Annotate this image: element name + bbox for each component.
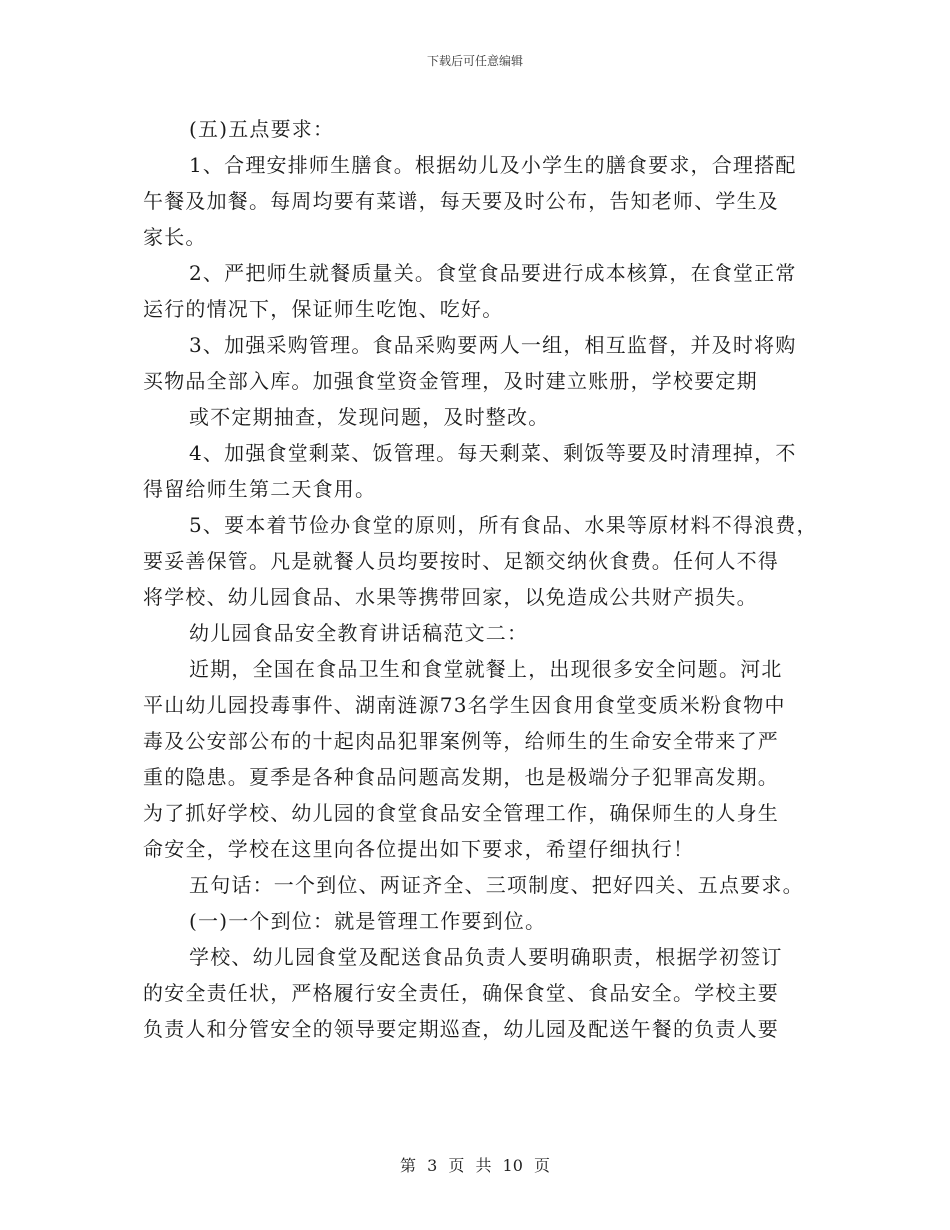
text-line: 运行的情况下，保证师生吃饱、吃好。 xyxy=(143,297,504,321)
text-line: 为了抓好学校、幼儿园的食堂食品安全管理工作，确保师生的人身生 xyxy=(143,801,779,825)
text-line: (五)五点要求： xyxy=(189,117,335,141)
text-line: 家长。 xyxy=(143,225,207,249)
text-line: 命安全，学校在这里向各位提出如下要求，希望仔细执行！ xyxy=(143,837,695,861)
text-line: 得留给师生第二天食用。 xyxy=(143,477,377,501)
text-line: 5、要本着节俭办食堂的原则，所有食品、水果等原材料不得浪费， xyxy=(189,513,818,537)
text-line: 要妥善保管。凡是就餐人员均要按时、足额交纳伙食费。任何人不得 xyxy=(143,549,779,573)
text-line: 负责人和分管安全的领导要定期巡查，幼儿园及配送午餐的负责人要 xyxy=(143,1017,779,1041)
text-line: 3、加强采购管理。食品采购要两人一组，相互监督，并及时将购 xyxy=(189,333,797,357)
text-line: 近期，全国在食品卫生和食堂就餐上，出现很多安全问题。河北 xyxy=(189,657,783,681)
text-line: (一)一个到位：就是管理工作要到位。 xyxy=(189,909,547,933)
text-line: 2、严把师生就餐质量关。食堂食品要进行成本核算，在食堂正常 xyxy=(189,261,797,285)
text-line: 午餐及加餐。每周均要有菜谱，每天要及时公布，告知老师、学生及 xyxy=(143,189,779,213)
document-body xyxy=(143,111,818,1047)
text-line: 的安全责任状，严格履行安全责任，确保食堂、食品安全。学校主要 xyxy=(143,981,779,1005)
text-line: 学校、幼儿园食堂及配送食品负责人要明确职责，根据学初签订 xyxy=(189,945,783,969)
text-line: 五句话：一个到位、两证齐全、三项制度、把好四关、五点要求。 xyxy=(189,873,804,897)
text-line: 毒及公安部公布的十起肉品犯罪案例等，给师生的生命安全带来了严 xyxy=(143,729,779,753)
text-line: 将学校、幼儿园食品、水果等携带回家，以免造成公共财产损失。 xyxy=(143,585,758,609)
text-line: 重的隐患。夏季是各种食品问题高发期，也是极端分子犯罪高发期。 xyxy=(143,765,779,789)
text-line: 平山幼儿园投毒事件、湖南涟源73名学生因食用食堂变质米粉食物中 xyxy=(143,693,786,717)
text-line: 幼儿园食品安全教育讲话稿范文二： xyxy=(189,621,529,645)
header-note: 下载后可任意编辑 xyxy=(426,54,523,68)
text-line: 1、合理安排师生膳食。根据幼儿及小学生的膳食要求，合理搭配 xyxy=(189,153,797,177)
text-line: 买物品全部入库。加强食堂资金管理，及时建立账册，学校要定期 xyxy=(143,369,758,393)
text-line: 或不定期抽查，发现问题，及时整改。 xyxy=(189,405,550,429)
text-line: 4、加强食堂剩菜、饭管理。每天剩菜、剩饭等要及时清理掉，不 xyxy=(189,441,797,465)
page-number: 第 3 页 共 10 页 xyxy=(400,1156,550,1175)
